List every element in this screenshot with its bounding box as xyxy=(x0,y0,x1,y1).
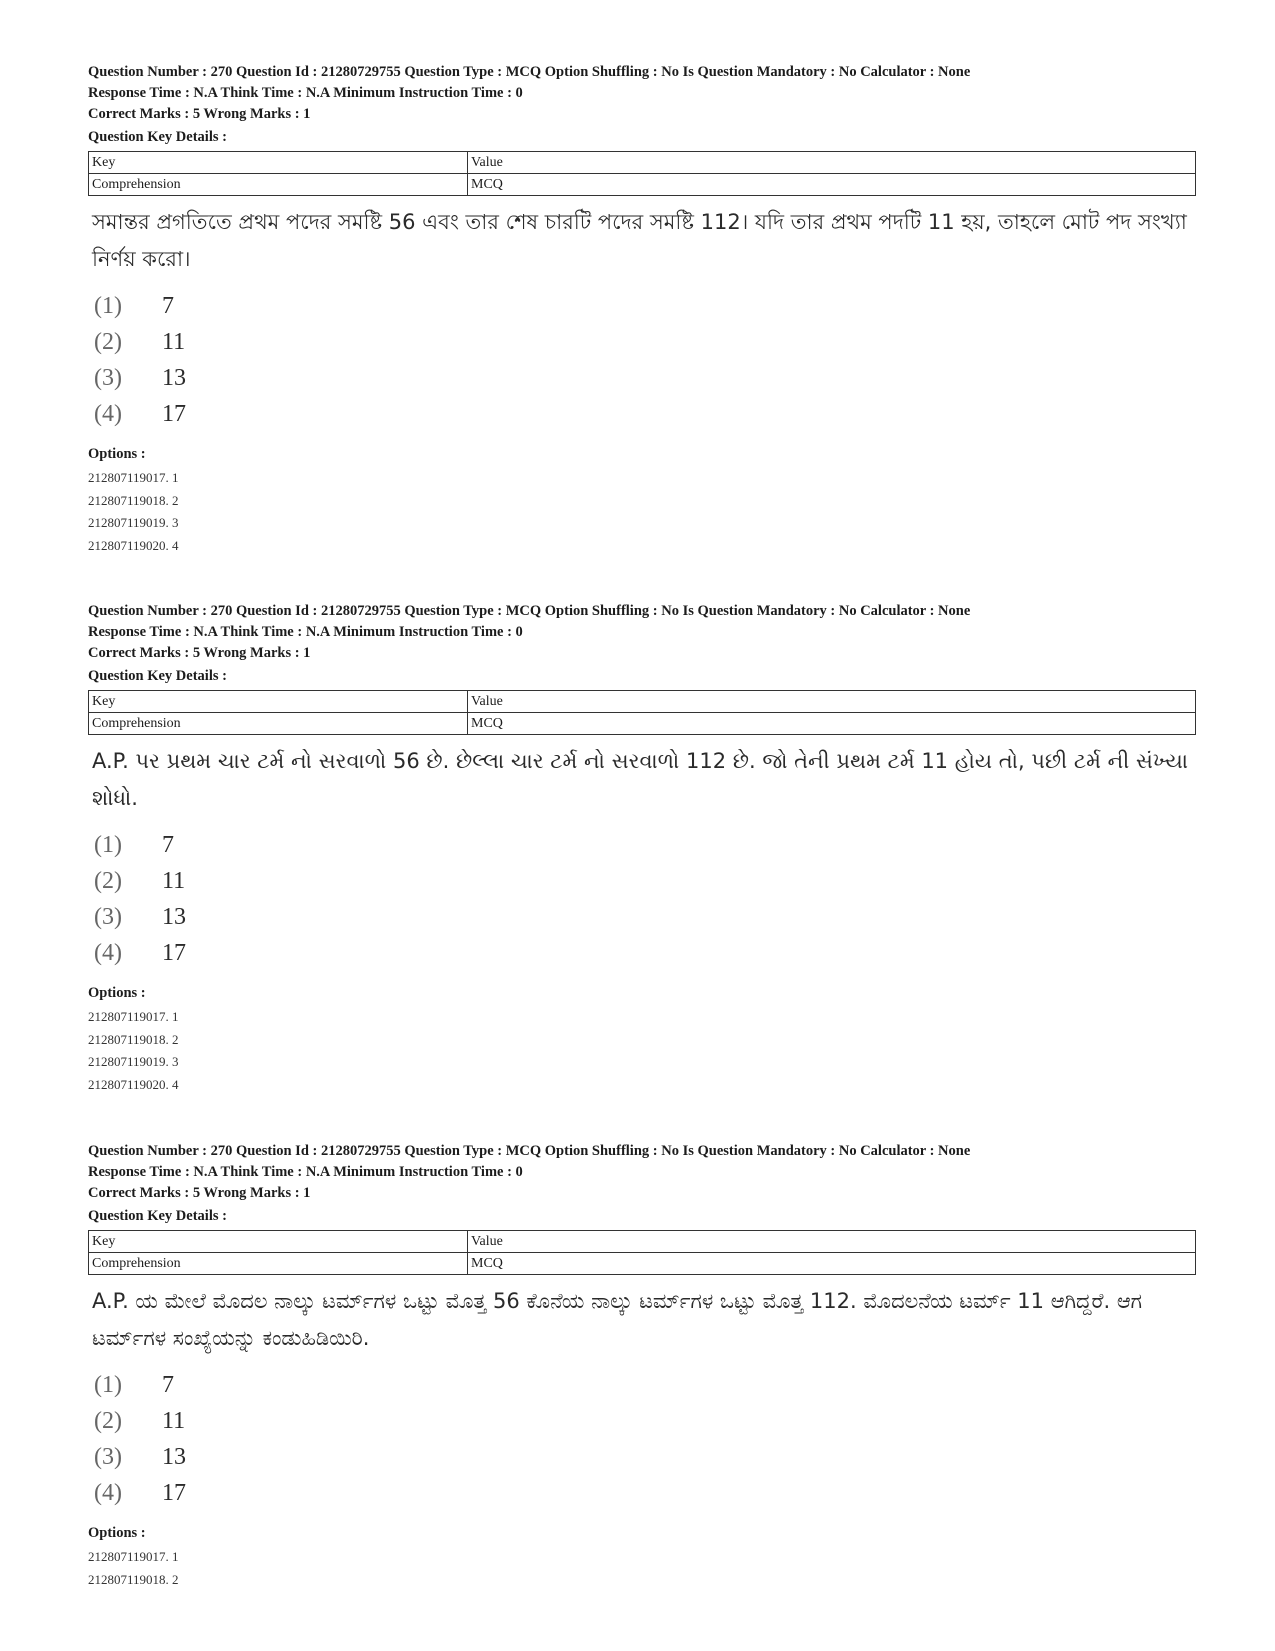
question-text: A.P. પર પ્રથમ ચાર ટર્મ નો સરવાળો 56 છે. છેલ્લા ચાર ટર્મ નો સરવાળો 112 છે. જો તેની પ્રથમ ટર્મ 11 હોય તો, પછી ટર્મ ની સંખ્યા શોધો. xyxy=(92,749,1188,810)
option-value: 7 xyxy=(162,293,174,319)
answer-option-list xyxy=(94,288,1198,432)
table-row xyxy=(89,1253,1196,1275)
answer-option xyxy=(94,1403,1198,1439)
options-label: Options : xyxy=(88,1525,146,1541)
option-value: 17 xyxy=(162,940,186,966)
answer-option-list xyxy=(94,827,1198,971)
question-key-table xyxy=(88,690,1196,735)
options-label: Options : xyxy=(88,446,146,462)
question-marks-line: Correct Marks : 5 Wrong Marks : 1 xyxy=(88,1185,311,1201)
answer-option xyxy=(94,288,1198,324)
question-key-details-label: Question Key Details : xyxy=(88,668,227,684)
table-row xyxy=(89,713,1196,735)
table-cell-value: MCQ xyxy=(468,1253,1196,1275)
option-id-list xyxy=(88,1006,1198,1096)
table-header-value: Value xyxy=(468,1231,1196,1253)
option-id: 212807119018. 2 xyxy=(88,492,179,508)
option-number: (2) xyxy=(94,329,122,355)
option-value: 7 xyxy=(162,832,174,858)
option-number: (3) xyxy=(94,904,122,930)
option-value: 17 xyxy=(162,401,186,427)
answer-option xyxy=(94,324,1198,360)
answer-option xyxy=(94,863,1198,899)
answer-option-list xyxy=(94,1367,1198,1511)
table-header-key: Key xyxy=(89,691,468,713)
option-number: (1) xyxy=(94,832,122,858)
option-id-list xyxy=(88,1546,1198,1591)
answer-option xyxy=(94,827,1198,863)
question-meta-line: Question Number : 270 Question Id : 21280729755 Question Type : MCQ Option Shuffling : No Is Question Mandatory : No Calculator : None xyxy=(88,64,971,80)
question-meta-line: Question Number : 270 Question Id : 21280729755 Question Type : MCQ Option Shuffling : No Is Question Mandatory : No Calculator : None xyxy=(88,1143,971,1159)
option-number: (3) xyxy=(94,1444,122,1470)
answer-option xyxy=(94,360,1198,396)
option-number: (4) xyxy=(94,1480,122,1506)
table-header-row xyxy=(89,691,1196,713)
question-marks-line: Correct Marks : 5 Wrong Marks : 1 xyxy=(88,645,311,661)
answer-option xyxy=(94,1367,1198,1403)
answer-option xyxy=(94,396,1198,432)
option-id: 212807119017. 1 xyxy=(88,470,179,485)
table-cell-key: Comprehension xyxy=(89,1253,468,1275)
table-header-value: Value xyxy=(468,152,1196,174)
option-id: 212807119018. 2 xyxy=(88,1571,179,1587)
answer-option xyxy=(94,935,1198,971)
answer-option xyxy=(94,1439,1198,1475)
question-key-table xyxy=(88,1230,1196,1275)
table-cell-key: Comprehension xyxy=(89,713,468,735)
table-cell-value: MCQ xyxy=(468,174,1196,196)
option-value: 11 xyxy=(162,1408,186,1434)
table-header-row xyxy=(89,152,1196,174)
table-header-key: Key xyxy=(89,152,468,174)
question-key-details-label: Question Key Details : xyxy=(88,129,227,145)
question-timing-line: Response Time : N.A Think Time : N.A Minimum Instruction Time : 0 xyxy=(88,624,523,640)
option-id: 212807119020. 4 xyxy=(88,1076,179,1092)
table-cell-key: Comprehension xyxy=(89,174,468,196)
option-id-list xyxy=(88,467,1198,557)
option-value: 11 xyxy=(162,868,186,894)
question-timing-line: Response Time : N.A Think Time : N.A Minimum Instruction Time : 0 xyxy=(88,85,523,101)
option-number: (4) xyxy=(94,401,122,427)
option-number: (3) xyxy=(94,365,122,391)
question-key-details-label: Question Key Details : xyxy=(88,1208,227,1224)
answer-option xyxy=(94,1475,1198,1511)
option-value: 11 xyxy=(162,329,186,355)
option-id: 212807119018. 2 xyxy=(88,1031,179,1047)
option-id: 212807119017. 1 xyxy=(88,1009,179,1024)
option-value: 17 xyxy=(162,1480,186,1506)
option-value: 13 xyxy=(162,1444,186,1470)
table-row xyxy=(89,174,1196,196)
option-value: 7 xyxy=(162,1372,174,1398)
question-meta-line: Question Number : 270 Question Id : 21280729755 Question Type : MCQ Option Shuffling : No Is Question Mandatory : No Calculator : None xyxy=(88,603,971,619)
question-key-table xyxy=(88,151,1196,196)
option-number: (1) xyxy=(94,1372,122,1398)
question-block xyxy=(88,601,1198,1096)
options-label: Options : xyxy=(88,985,146,1001)
question-text: সমান্তর প্রগতিতে প্রথম পদের সমষ্টি 56 এবং তার শেষ চারটি পদের সমষ্টি 112। যদি তার প্রথম পদটি 11 হয়, তাহলে মোট পদ সংখ্যা নির্ণয় করো। xyxy=(92,210,1187,271)
option-id: 212807119019. 3 xyxy=(88,1054,179,1069)
option-number: (2) xyxy=(94,868,122,894)
question-timing-line: Response Time : N.A Think Time : N.A Minimum Instruction Time : 0 xyxy=(88,1164,523,1180)
option-value: 13 xyxy=(162,904,186,930)
option-number: (1) xyxy=(94,293,122,319)
question-block xyxy=(88,62,1198,557)
table-cell-value: MCQ xyxy=(468,713,1196,735)
option-number: (2) xyxy=(94,1408,122,1434)
option-id: 212807119020. 4 xyxy=(88,537,179,553)
option-id: 212807119019. 3 xyxy=(88,515,179,530)
table-header-value: Value xyxy=(468,691,1196,713)
option-value: 13 xyxy=(162,365,186,391)
option-number: (4) xyxy=(94,940,122,966)
question-marks-line: Correct Marks : 5 Wrong Marks : 1 xyxy=(88,106,311,122)
question-text: A.P. ಯ ಮೇಲೆ ಮೊದಲ ನಾಲ್ಕು ಟರ್ಮ್‌ಗಳ ಒಟ್ಟು ಮೊತ್ತ 56 ಕೊನೆಯ ನಾಲ್ಕು ಟರ್ಮ್‌ಗಳ ಒಟ್ಟು ಮೊತ್ತ 112. ಮೊದಲನೆಯ ಟರ್ಮ್ 11 ಆಗಿದ್ದರೆ. ಆಗ ಟರ್ಮ್‌ಗಳ ಸಂಖ್ಯೆಯನ್ನು ಕಂಡುಹಿಡಿಯಿರಿ. xyxy=(92,1289,1143,1350)
table-header-row xyxy=(89,1231,1196,1253)
option-id: 212807119017. 1 xyxy=(88,1549,179,1564)
table-header-key: Key xyxy=(89,1231,468,1253)
answer-option xyxy=(94,899,1198,935)
question-block xyxy=(88,1141,1198,1591)
